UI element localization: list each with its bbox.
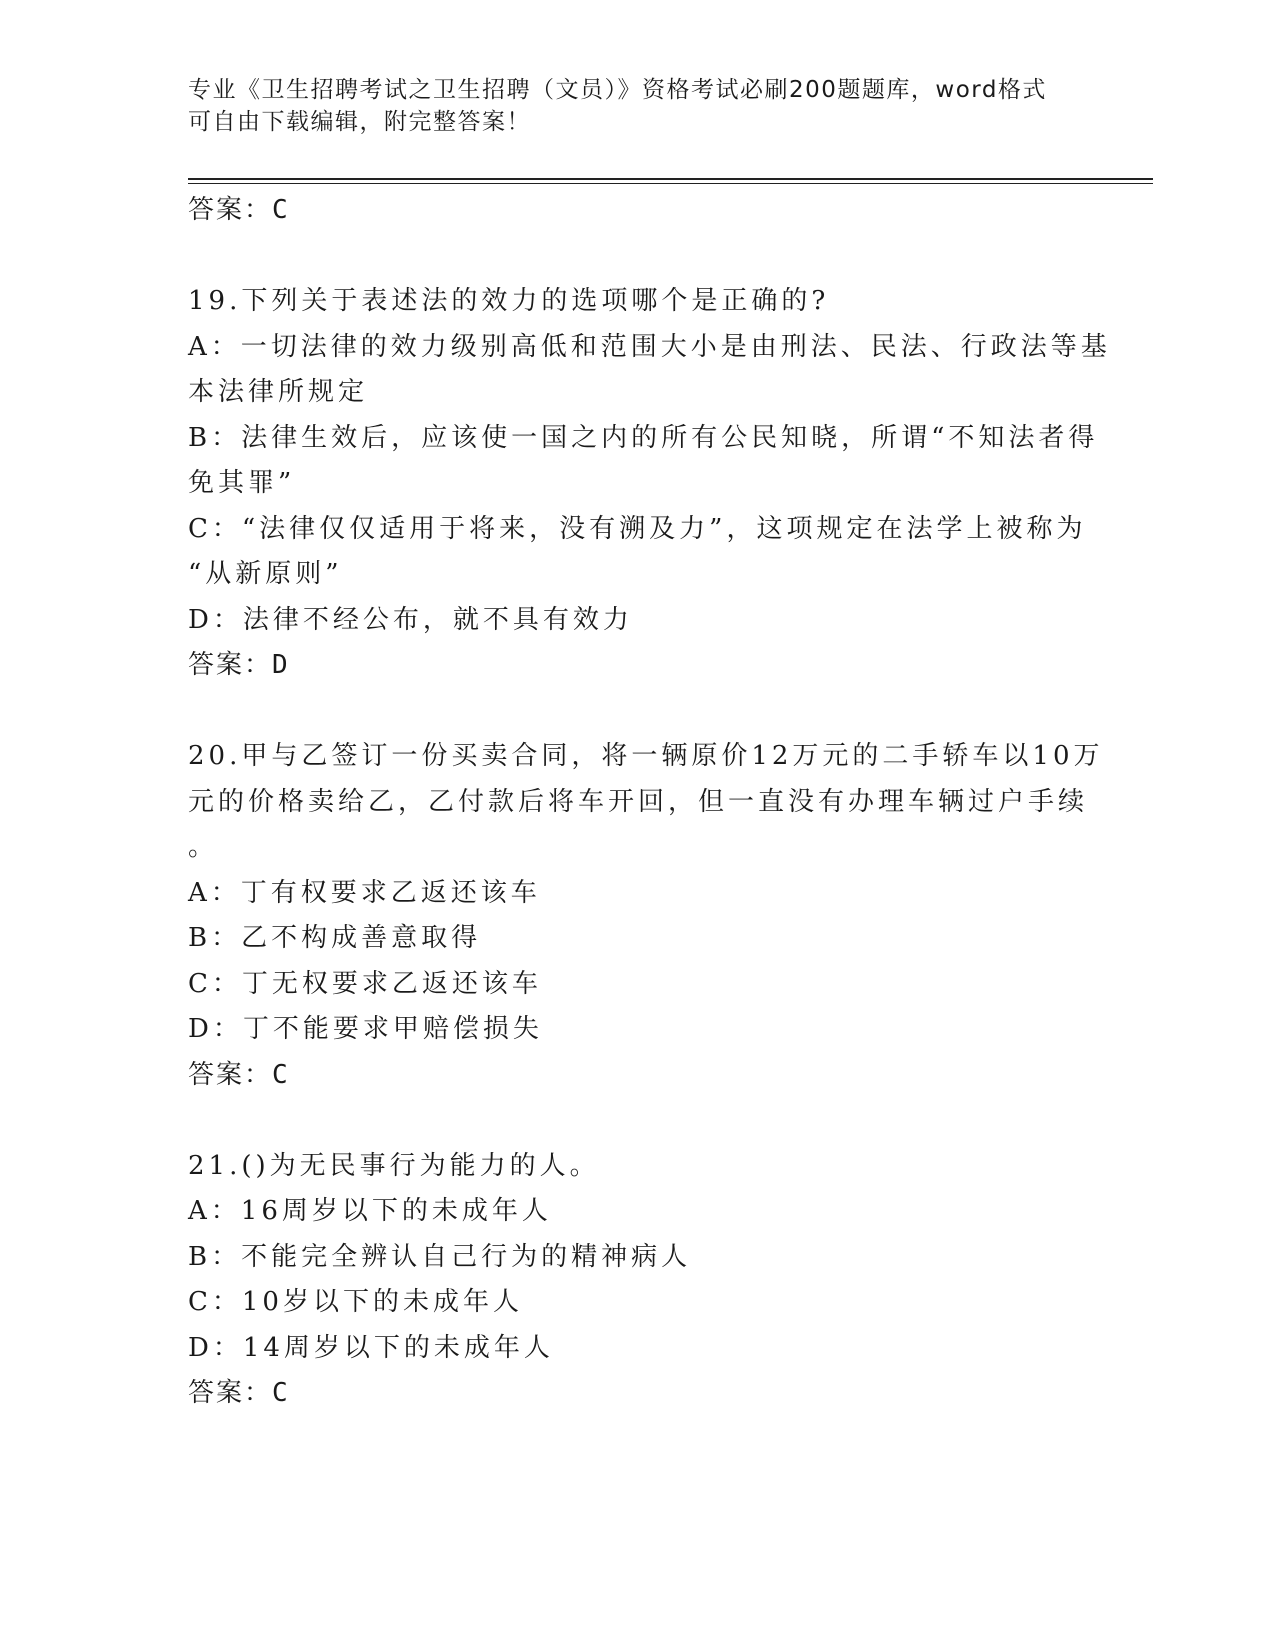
header-line-2: 可自由下载编辑，附完整答案！ [188, 109, 531, 135]
option-b-cont: 免其罪” [188, 468, 296, 498]
option-d: D：丁不能要求甲赔偿损失 [188, 1014, 543, 1044]
answer-line [188, 1371, 1088, 1417]
question-stem: 19.下列关于表述法的效力的选项哪个是正确的? [188, 286, 830, 316]
option-a: A：16周岁以下的未成年人 [188, 1196, 552, 1226]
question-stem-cont: 。 [188, 832, 219, 862]
question-list [188, 188, 1111, 1417]
answer-value: C [272, 195, 290, 225]
option-c-cont: “从新原则” [188, 559, 343, 589]
option-c: C：“法律仅仅适用于将来，没有溯及力”，这项规定在法学上被称为 [188, 513, 1087, 544]
header-line-1: 专业《卫生招聘考试之卫生招聘（文员）》资格考试必刷200题题库，word格式 [188, 77, 1047, 103]
answer-value: C [272, 1378, 290, 1408]
question-19 [188, 279, 1111, 689]
answer-label: 答案： [188, 650, 273, 680]
option-d: D：法律不经公布，就不具有效力 [188, 604, 633, 635]
header-rule-thin [188, 183, 1153, 184]
option-d: D：14周岁以下的未成年人 [188, 1332, 554, 1363]
question-21 [188, 1144, 1088, 1417]
question-stem-cont: 元的价格卖给乙，乙付款后将车开回，但一直没有办理车辆过户手续 [188, 786, 1089, 817]
option-b: B：法律生效后，应该使一国之内的所有公民知晓，所谓“不知法者得 [188, 422, 1099, 453]
option-c: C：丁无权要求乙返还该车 [188, 968, 542, 999]
header-rule-thick [188, 178, 1153, 180]
option-a: A：一切法律的效力级别高低和范围大小是由刑法、民法、行政法等基 [188, 331, 1111, 362]
answer-line [188, 1053, 1088, 1099]
answer-value: D [272, 650, 290, 680]
document-header [188, 74, 1088, 138]
option-b: B：不能完全辨认自己行为的精神病人 [188, 1241, 692, 1272]
answer-line [188, 188, 1088, 234]
answer-line [188, 643, 1088, 689]
answer-label: 答案： [188, 195, 273, 225]
question-stem: 20.甲与乙签订一份买卖合同，将一辆原价12万元的二手轿车以10万 [188, 741, 1104, 771]
answer-label: 答案： [188, 1378, 273, 1408]
option-a-cont: 本法律所规定 [188, 377, 369, 407]
answer-value: C [272, 1059, 290, 1090]
question-stem: 21.()为无民事行为能力的人。 [188, 1150, 600, 1181]
option-c: C：10岁以下的未成年人 [188, 1287, 523, 1317]
option-a: A：丁有权要求乙返还该车 [188, 877, 541, 908]
question-20 [188, 734, 1104, 1098]
answer-label: 答案： [188, 1059, 273, 1090]
option-b: B：乙不构成善意取得 [188, 923, 482, 953]
